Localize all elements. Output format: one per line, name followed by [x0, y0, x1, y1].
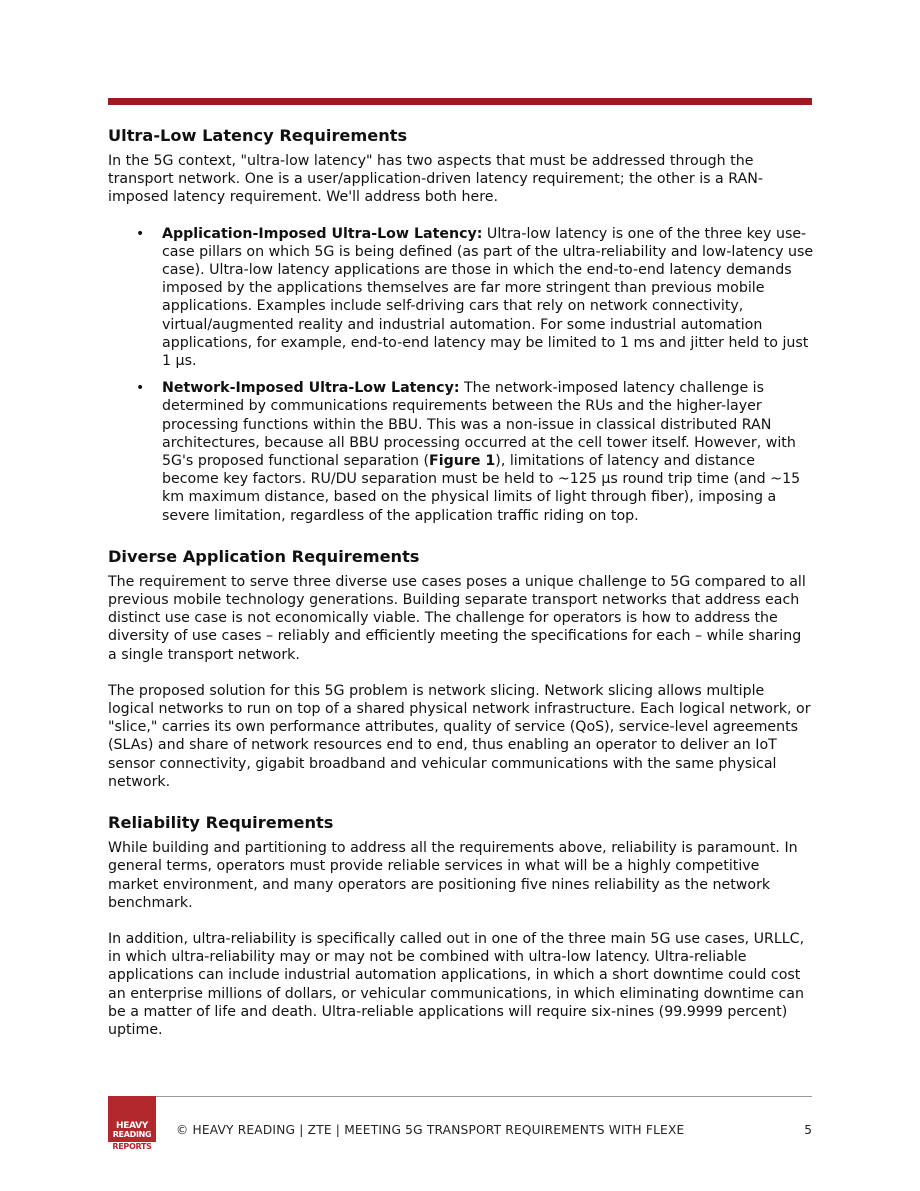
paragraph: While building and partitioning to address all the requirements above, reliability is paramount. In general terms, operators must provide reliable services in what will be a highly competitive market environment, and many operators are positioning five nines reliability as the network benchmark.: [108, 840, 798, 911]
figure-reference: Figure 1: [429, 453, 496, 470]
paragraph: The requirement to serve three diverse use cases poses a unique challenge to 5G compared to all previous mobile technology generations. Building separate transport networks that address each distinct use case is not economically viable. The challenge for operators is how to address the diversity of use cases – reliably and efficiently meeting the specifications for each – while sharing a single transport network.: [108, 573, 806, 663]
bullet-list: [108, 225, 814, 525]
section-diverse: [108, 547, 814, 791]
heavy-reading-logo: [108, 1096, 156, 1152]
section-reliability: [108, 813, 814, 1039]
paragraph: The proposed solution for this 5G problem is network slicing. Network slicing allows multiple logical networks to run on top of a shared physical network infrastructure. Each logical network, or "slice," carries its own performance attributes, quality of service (QoS), service-level agreements (SLAs) and share of network resources end to end, thus enabling an operator to deliver an IoT sensor connectivity, gigabit broadband and vehicular communications with the same physical network.: [108, 682, 811, 790]
page-number: 5: [804, 1123, 812, 1137]
bullet-icon: •: [136, 380, 145, 397]
list-item: [108, 379, 814, 525]
bullet-title: Network-Imposed Ultra-Low Latency:: [162, 380, 460, 397]
section-latency: [108, 126, 814, 525]
list-item: [108, 225, 814, 371]
bullet-icon: •: [136, 225, 145, 242]
document-body: [108, 126, 814, 1039]
bullet-title: Application-Imposed Ultra-Low Latency:: [162, 225, 483, 242]
bullet-text: ), limitations of latency and distance become key factors. RU/DU separation must be held to ~125 µs round trip time (and ~15 km maximum distance, based on the physical limits of light through fiber), imposing a severe limitation, regardless of the application traffic riding on top.: [162, 453, 801, 524]
section-heading: Ultra-Low Latency Requirements: [108, 126, 408, 145]
bullet-text: The network-imposed latency challenge is determined by communications requirements between the RUs and the higher-layer processing functions within the BBU. This was a non-issue in classical distributed RAN architectures, because all BBU processing occurred at the cell tower itself. However, with 5G's proposed functional separation (: [162, 380, 796, 470]
logo-text: HEAVY: [115, 1121, 149, 1131]
paragraph: In the 5G context, "ultra-low latency" has two aspects that must be addressed through the transport network. One is a user/application-driven latency requirement; the other is a RAN-imposed latency requirement. We'll address both here.: [108, 153, 763, 206]
section-heading: Reliability Requirements: [108, 813, 334, 833]
logo-text: READING: [112, 1130, 152, 1139]
bullet-text: Ultra-low latency is one of the three key use-case pillars on which 5G is being defined (as part of the ultra-reliability and low-latency use case). Ultra-low latency applications are those in which the end-to-end latency demands imposed by the applications themselves are far more stringent than previous mobile applications. Examples include self-driving cars that rely on network connectivity, virtual/augmented reality and industrial automation. For some industrial automation applications, for example, end-to-end latency may be limited to 1 ms and jitter held to just 1 µs.: [162, 225, 814, 370]
header-rule: [108, 98, 812, 105]
section-heading: Diverse Application Requirements: [108, 546, 420, 566]
paragraph: In addition, ultra-reliability is specifically called out in one of the three main 5G use cases, URLLC, in which ultra-reliability may or may not be combined with ultra-low latency. Ultra-reliable applications can include industrial automation applications, in which a short downtime could cost an enterprise millions of dollars, or vehicular communications, in which eliminating downtime can be a matter of life and death. Ultra-reliable applications will require six-nines (99.9999 percent) uptime.: [108, 930, 805, 1038]
footer-rule: [108, 1096, 812, 1097]
logo-text: REPORTS: [112, 1142, 152, 1151]
footer-text: © HEAVY READING | ZTE | MEETING 5G TRANSPORT REQUIREMENTS WITH FLEXE: [176, 1123, 685, 1137]
